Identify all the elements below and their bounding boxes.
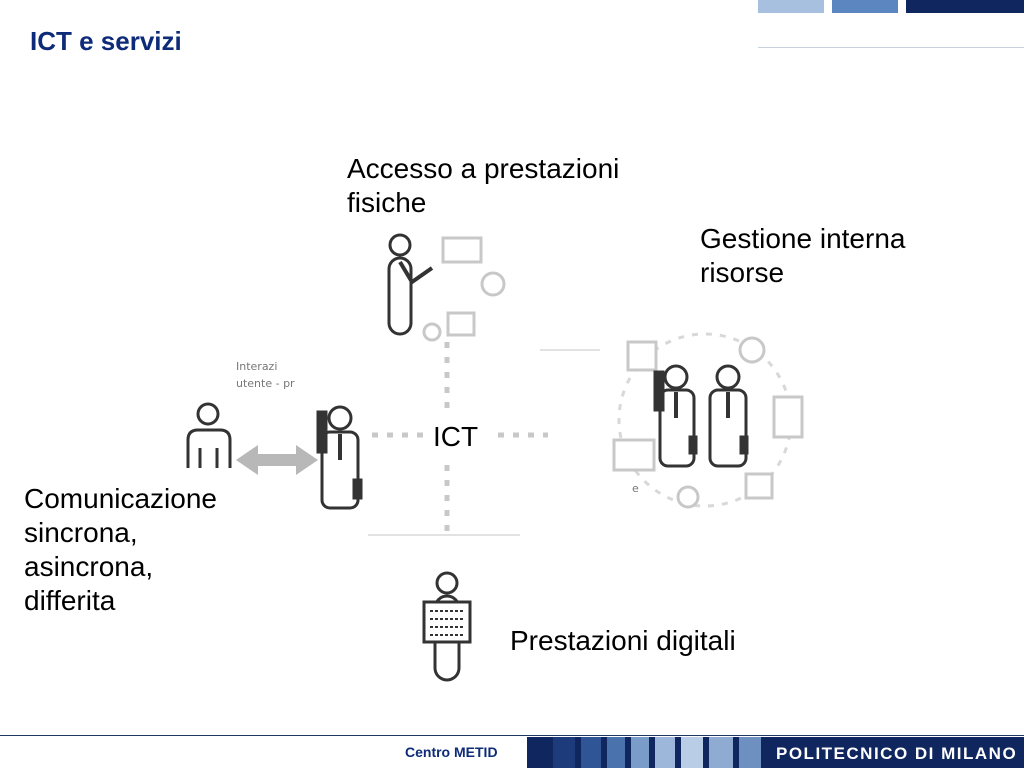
left-label	[24, 482, 217, 618]
left-employee-icon	[318, 407, 361, 508]
right-label-line-1: Gestione interna	[700, 223, 906, 254]
ghost-frames	[368, 350, 600, 535]
screen-fragment-text	[236, 358, 295, 392]
screen-fragment-line-2: utente - pr	[236, 377, 295, 390]
top-label-line-1: Accesso a prestazioni	[347, 153, 620, 184]
left-person-icon	[188, 404, 230, 468]
footer-divider	[0, 735, 1024, 736]
slide-title: ICT e servizi	[30, 26, 182, 56]
left-label-line-2: sincrona,	[24, 517, 138, 548]
top-label	[347, 152, 619, 220]
screen-fragment-line-1: Interazi	[236, 360, 278, 373]
right-label-line-2: risorse	[700, 257, 785, 288]
top-cubes-circles	[424, 238, 504, 340]
right-cubes-circles	[614, 338, 802, 507]
double-arrow-icon	[236, 445, 318, 475]
right-employee-icon-2	[710, 366, 747, 466]
footer-brand: Centro METID	[405, 744, 498, 760]
center-label-ict: ICT	[433, 421, 479, 452]
right-label	[700, 222, 905, 290]
top-label-line-2: fisiche	[347, 187, 427, 218]
left-label-line-3: asincrona,	[24, 551, 154, 582]
right-employee-icon-1	[655, 366, 696, 466]
bottom-person-icon	[424, 573, 470, 680]
footer-university: POLITECNICO DI MILANO	[776, 744, 1018, 763]
left-label-line-4: differita	[24, 585, 116, 616]
screen-fragment-right: e	[632, 482, 639, 495]
top-person-icon	[389, 235, 432, 334]
left-label-line-1: Comunicazione	[24, 483, 217, 514]
bottom-label: Prestazioni digitali	[510, 625, 736, 656]
